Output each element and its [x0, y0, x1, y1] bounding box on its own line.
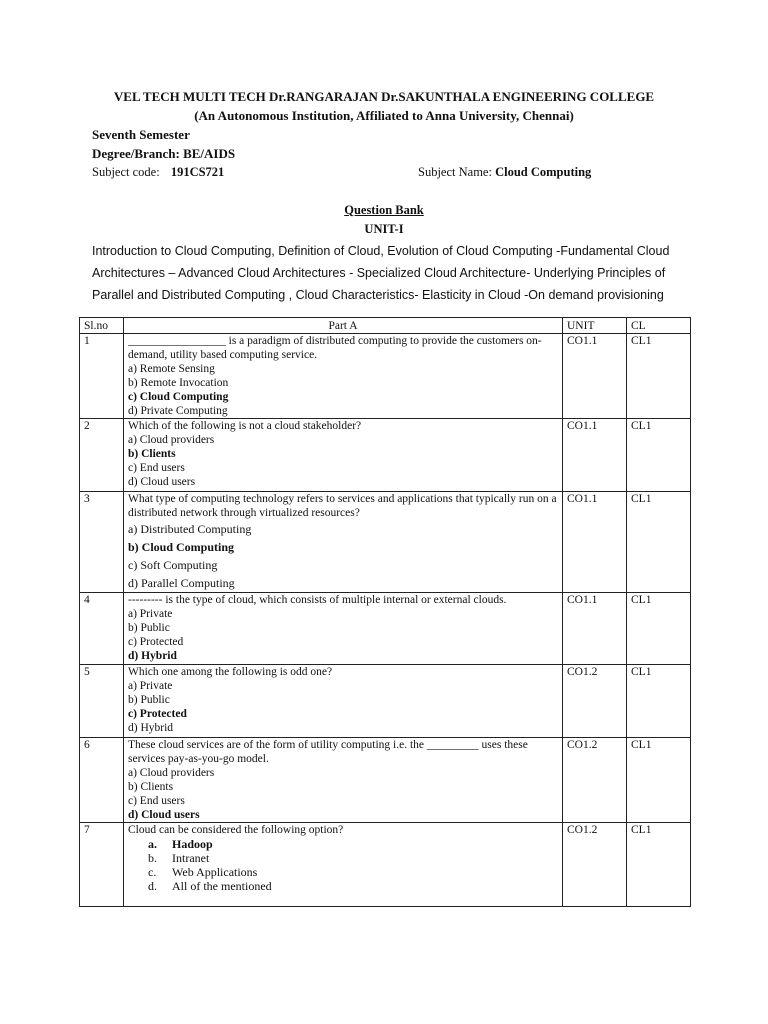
college-subtitle: (An Autonomous Institution, Affiliated to Anna University, Chennai) — [194, 108, 574, 123]
option: a) Distributed Computing — [128, 522, 252, 536]
row-cl: CL1 — [627, 593, 691, 665]
row-cl: CL1 — [627, 665, 691, 738]
option: b) Public — [128, 622, 170, 634]
row-slno: 4 — [80, 593, 124, 665]
option: d) Private Computing — [128, 405, 228, 417]
row-slno: 7 — [80, 823, 124, 907]
option-letter: c. — [148, 865, 157, 879]
table-row — [80, 738, 691, 823]
syllabus-line: Architectures – Advanced Cloud Architectures - Specialized Cloud Architecture- Underlying Principles of — [92, 266, 666, 280]
option-letter: b. — [148, 851, 157, 865]
table-row — [80, 593, 691, 665]
option-text: All of the mentioned — [172, 879, 272, 893]
unit-title: UNIT-I — [364, 222, 404, 236]
question-text: Which one among the following is odd one? — [128, 666, 333, 678]
semester: Seventh Semester — [92, 127, 190, 142]
option-answer: d) Hybrid — [128, 650, 177, 662]
header-unit: UNIT — [563, 318, 627, 334]
question-text: Which of the following is not a cloud stakeholder? — [128, 420, 362, 432]
option: c) End users — [128, 795, 185, 807]
row-question — [124, 593, 563, 665]
option-letter: d. — [148, 879, 157, 893]
option-text: Hadoop — [172, 837, 213, 851]
row-unit: CO1.1 — [563, 593, 627, 665]
question-text: --------- is the type of cloud, which consists of multiple internal or external clouds. — [128, 594, 507, 606]
table-row — [80, 823, 691, 907]
option-text: Intranet — [172, 851, 210, 865]
header-cl: CL — [627, 318, 691, 334]
row-cl: CL1 — [627, 492, 691, 593]
degree-branch: Degree/Branch: BE/AIDS — [92, 146, 236, 161]
subject-name-row — [418, 165, 591, 180]
option — [128, 879, 558, 893]
row-unit: CO1.1 — [563, 419, 627, 492]
question-table — [79, 317, 691, 907]
option: a) Cloud providers — [128, 767, 215, 779]
row-unit: CO1.2 — [563, 665, 627, 738]
table-row — [80, 419, 691, 492]
row-slno: 5 — [80, 665, 124, 738]
option: c) Soft Computing — [128, 558, 218, 572]
row-cl: CL1 — [627, 738, 691, 823]
header-slno: Sl.no — [80, 318, 124, 334]
syllabus-line: Parallel and Distributed Computing , Cloud Characteristics- Elasticity in Cloud -On demand provisioning — [92, 288, 664, 302]
option-answer: b) Cloud Computing — [128, 540, 235, 554]
row-slno: 2 — [80, 419, 124, 492]
subject-code-row — [92, 165, 224, 180]
table-row — [80, 334, 691, 419]
option: c) Protected — [128, 636, 184, 648]
row-question — [124, 738, 563, 823]
subject-name-label: Subject Name: — [418, 165, 492, 179]
row-question — [124, 492, 563, 593]
option-answer: d) Cloud users — [128, 809, 200, 821]
option — [128, 851, 558, 865]
table-header-row — [80, 318, 691, 334]
college-name: VEL TECH MULTI TECH Dr.RANGARAJAN Dr.SAKUNTHALA ENGINEERING COLLEGE — [113, 89, 655, 104]
table-row — [80, 492, 691, 593]
option: c) End users — [128, 462, 185, 474]
section-title: Question Bank — [344, 203, 424, 217]
option-answer — [128, 837, 558, 851]
table-row — [80, 665, 691, 738]
question-text: What type of computing technology refers to services and applications that typically run on a distributed network through virtualized resources? — [128, 493, 557, 519]
header-part-a: Part A — [124, 318, 563, 334]
row-cl: CL1 — [627, 823, 691, 907]
row-question — [124, 419, 563, 492]
row-slno: 3 — [80, 492, 124, 593]
option: d) Cloud users — [128, 476, 196, 488]
row-question — [124, 665, 563, 738]
option: a) Private — [128, 608, 173, 620]
row-unit: CO1.2 — [563, 823, 627, 907]
option: b) Remote Invocation — [128, 377, 229, 389]
row-cl: CL1 — [627, 419, 691, 492]
option: a) Cloud providers — [128, 434, 215, 446]
row-unit: CO1.2 — [563, 738, 627, 823]
option: b) Public — [128, 694, 170, 706]
option: a) Remote Sensing — [128, 363, 215, 375]
subject-code-label: Subject code: — [92, 165, 160, 179]
option: d) Hybrid — [128, 722, 174, 734]
option-answer: b) Clients — [128, 448, 176, 460]
subject-code-value: 191CS721 — [170, 165, 225, 179]
option: b) Clients — [128, 781, 174, 793]
option-text: Web Applications — [172, 865, 258, 879]
row-question — [124, 334, 563, 419]
option: a) Private — [128, 680, 173, 692]
option — [128, 865, 558, 879]
option-answer: c) Cloud Computing — [128, 391, 229, 403]
subject-name-value: Cloud Computing — [495, 165, 592, 179]
option-answer: c) Protected — [128, 708, 187, 720]
row-slno: 6 — [80, 738, 124, 823]
row-question — [124, 823, 563, 907]
option: d) Parallel Computing — [128, 576, 235, 590]
row-cl: CL1 — [627, 334, 691, 419]
question-text: Cloud can be considered the following option? — [128, 824, 344, 836]
row-unit: CO1.1 — [563, 492, 627, 593]
question-text: These cloud services are of the form of utility computing i.e. the _________ uses these services pay-as-you-go model. — [128, 739, 528, 765]
syllabus-line: Introduction to Cloud Computing, Definition of Cloud, Evolution of Cloud Computing -Fundamental Cloud — [92, 244, 670, 258]
option-letter: a. — [148, 837, 157, 851]
question-text: _________________ is a paradigm of distributed computing to provide the customers on-demand, utility based computing service. — [128, 335, 542, 361]
unit-syllabus — [92, 240, 692, 306]
row-unit: CO1.1 — [563, 334, 627, 419]
row-slno: 1 — [80, 334, 124, 419]
